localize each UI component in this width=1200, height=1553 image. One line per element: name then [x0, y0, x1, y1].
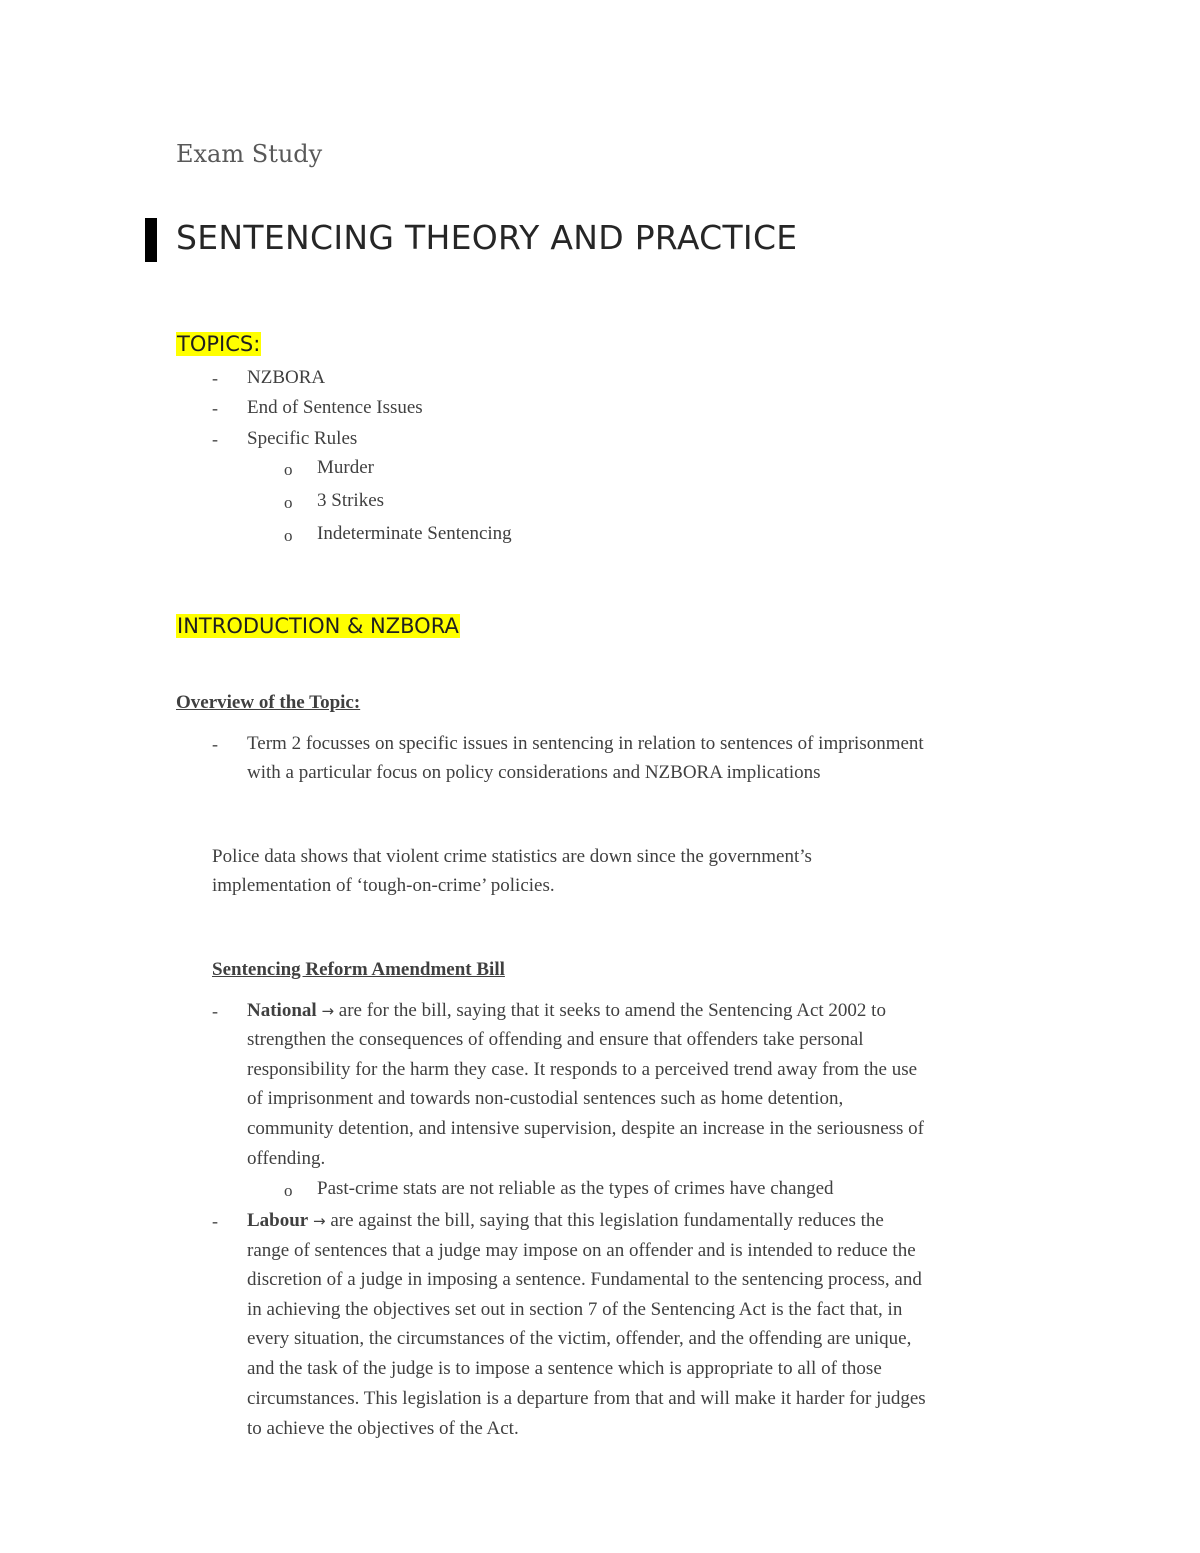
subitem-bullet: o — [284, 460, 293, 479]
labour-line: and the task of the judge is to impose a sentence which is appropriate to all of those — [247, 1358, 882, 1379]
labour-dash: - — [212, 1211, 218, 1231]
topic-dash: - — [212, 368, 218, 388]
police-line: implementation of ‘tough-on-crime’ policies. — [212, 875, 555, 896]
national-first-line: National → are for the bill, saying that it seeks to amend the Sentencing Act 2002 to — [247, 1000, 886, 1021]
intro-heading: INTRODUCTION & NZBORA — [177, 614, 459, 638]
national-dash: - — [212, 1001, 218, 1021]
topic-item: Specific Rules — [247, 428, 358, 449]
topic-dash: - — [212, 398, 218, 418]
topic-dash: - — [212, 429, 218, 449]
national-sub-bullet: o — [284, 1181, 293, 1200]
topics-heading: TOPICS: — [177, 332, 261, 356]
labour-line: every situation, the circumstances of the victim, offender, and the offending are unique, — [247, 1328, 912, 1349]
overview-line: with a particular focus on policy considerations and NZBORA implications — [247, 762, 821, 783]
overview-line: Term 2 focusses on specific issues in sentencing in relation to sentences of imprisonment — [247, 733, 924, 754]
subitem-bullet: o — [284, 526, 293, 545]
topic-item: End of Sentence Issues — [247, 397, 423, 418]
national-line: of imprisonment and towards non-custodial sentences such as home detention, — [247, 1088, 844, 1109]
national-line: strengthen the consequences of offending and ensure that offenders take personal — [247, 1029, 864, 1050]
document-subtitle: Exam Study — [176, 140, 323, 168]
document-title: SENTENCING THEORY AND PRACTICE — [176, 218, 798, 257]
topic-subitem: Murder — [317, 457, 374, 478]
labour-line: range of sentences that a judge may impose on an offender and is intended to reduce the — [247, 1240, 916, 1261]
national-sub-item: Past-crime stats are not reliable as the types of crimes have changed — [317, 1178, 834, 1199]
title-accent-bar — [145, 218, 157, 262]
labour-line: circumstances. This legislation is a departure from that and will make it harder for judges — [247, 1388, 926, 1409]
labour-line: discretion of a judge in imposing a sentence. Fundamental to the sentencing process, and — [247, 1269, 922, 1290]
national-line: responsibility for the harm they case. It responds to a perceived trend away from the use — [247, 1059, 918, 1080]
arrow-right-icon: → — [313, 1212, 326, 1230]
labour-line: to achieve the objectives of the Act. — [247, 1418, 519, 1439]
topic-item: NZBORA — [247, 367, 326, 388]
arrow-right-icon: → — [321, 1002, 335, 1020]
topic-subitem: Indeterminate Sentencing — [317, 523, 512, 544]
national-line: community detention, and intensive supervision, despite an increase in the seriousness of — [247, 1118, 924, 1139]
labour-first-line: Labour → are against the bill, saying that this legislation fundamentally reduces the — [247, 1210, 884, 1231]
subitem-bullet: o — [284, 493, 293, 512]
topic-subitem: 3 Strikes — [317, 490, 385, 511]
labour-line: in achieving the objectives set out in section 7 of the Sentencing Act is the fact that, in — [247, 1299, 903, 1320]
police-line: Police data shows that violent crime statistics are down since the government’s — [212, 846, 812, 867]
national-line: offending. — [247, 1148, 326, 1169]
bill-heading: Sentencing Reform Amendment Bill — [212, 959, 505, 980]
overview-dash: - — [212, 734, 218, 754]
overview-heading: Overview of the Topic: — [176, 692, 361, 713]
